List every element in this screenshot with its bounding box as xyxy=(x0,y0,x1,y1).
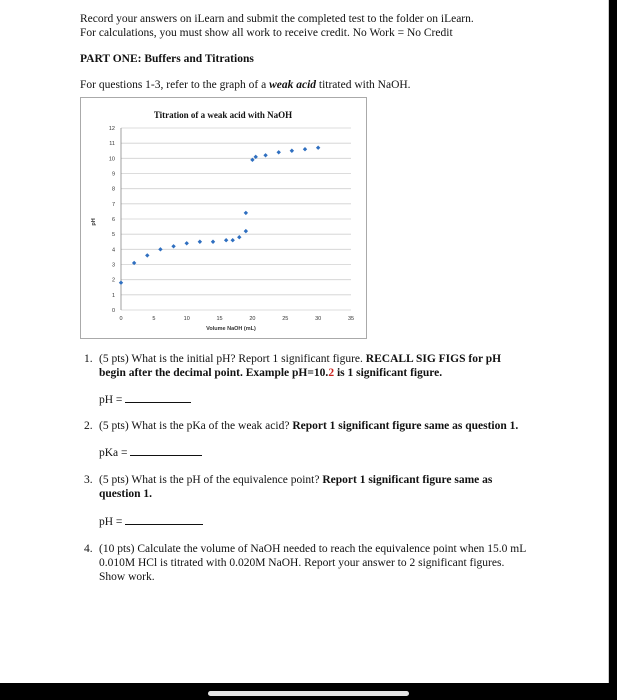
x-tick-label: 35 xyxy=(347,316,355,322)
y-tick-label: 6 xyxy=(111,217,115,223)
data-point-18 xyxy=(303,147,307,151)
data-point-3 xyxy=(158,247,162,251)
question-1-bold: RECALL SIG FIGS for pH xyxy=(365,353,502,365)
question-1-line-2b: is 1 significant figure. xyxy=(334,367,443,379)
question-4-line-1: (10 pts) Calculate the volume of NaOH needed to reach the equivalence point when 15.0 mL xyxy=(99,543,527,555)
y-tick-label: 3 xyxy=(111,262,115,269)
x-tick-label: 15 xyxy=(216,316,223,322)
part-title: PART ONE: Buffers and Titrations xyxy=(80,53,254,65)
question-1-number: 1. xyxy=(84,353,93,365)
question-1-line-2a: begin after the decimal point. Example pH=10. xyxy=(99,367,329,379)
question-1-answer-label: pH = xyxy=(99,394,123,406)
data-point-0 xyxy=(119,281,123,285)
data-point-4 xyxy=(171,244,175,248)
data-point-2 xyxy=(145,253,149,257)
question-3-answer-blank[interactable] xyxy=(125,524,203,525)
data-point-17 xyxy=(290,149,294,153)
instruction-emphasis: weak acid xyxy=(269,79,317,91)
question-4-number: 4. xyxy=(84,543,93,555)
question-3-answer-label: pH = xyxy=(99,516,123,528)
y-tick-label: 11 xyxy=(109,141,115,148)
y-tick-label: 2 xyxy=(111,277,115,284)
header-line-1: Record your answers on iLearn and submit the completed test to the folder on iLearn. xyxy=(80,13,474,25)
instruction-post: titrated with NaOH. xyxy=(316,79,411,91)
question-1-answer-blank[interactable] xyxy=(125,402,191,403)
question-3-bold: Report 1 significant figure same as xyxy=(322,474,493,486)
chart-svg xyxy=(81,98,366,338)
data-point-15 xyxy=(263,153,267,157)
y-tick-label: 9 xyxy=(111,171,115,178)
question-2-number: 2. xyxy=(84,420,93,432)
header-line-2: For calculations, you must show all work to receive credit. No Work = No Credit xyxy=(80,27,453,39)
question-2-line-1 xyxy=(99,419,518,433)
x-tick-label: 30 xyxy=(315,316,322,322)
question-2-bold: Report 1 significant figure same as question 1. xyxy=(292,420,519,432)
chart-y-label: pH xyxy=(91,218,97,226)
question-2-text: (5 pts) What is the pKa of the weak acid? xyxy=(99,420,293,432)
data-point-7 xyxy=(211,240,215,244)
question-4-line-2: 0.010M HCl is titrated with 0.020M NaOH. Report your answer to 2 significant figures. xyxy=(99,557,505,569)
x-tick-label: 20 xyxy=(249,316,256,322)
question-1-red-digit: 2 xyxy=(328,367,335,379)
chart-title: Titration of a weak acid with NaOH xyxy=(153,110,293,120)
data-point-8 xyxy=(224,238,228,242)
home-indicator-bar[interactable] xyxy=(208,691,409,696)
y-tick-label: 7 xyxy=(111,201,115,208)
data-point-10 xyxy=(237,235,241,239)
question-1-answer xyxy=(99,393,191,407)
data-point-19 xyxy=(316,146,320,150)
question-1-text: (5 pts) What is the initial pH? Report 1 significant figure. xyxy=(99,353,366,365)
y-tick-label: 10 xyxy=(108,156,115,163)
data-point-12 xyxy=(244,211,248,215)
instruction-pre: For questions 1-3, refer to the graph of a xyxy=(80,79,270,91)
question-3-line-1 xyxy=(99,473,492,487)
instruction xyxy=(80,78,411,92)
y-tick-label: 12 xyxy=(108,126,115,132)
data-point-9 xyxy=(231,238,235,242)
data-point-6 xyxy=(198,240,202,244)
data-point-5 xyxy=(185,241,189,245)
x-tick-label: 25 xyxy=(282,316,289,322)
y-tick-label: 0 xyxy=(111,308,115,314)
data-point-16 xyxy=(277,150,281,154)
question-2-answer-label: pKa = xyxy=(99,447,128,459)
y-tick-label: 8 xyxy=(111,186,115,193)
x-tick-label: 0 xyxy=(119,316,123,322)
chart-x-label: Volume NaOH (mL) xyxy=(206,326,256,332)
question-1-line-1 xyxy=(99,352,501,366)
y-tick-label: 5 xyxy=(111,232,115,239)
y-tick-label: 1 xyxy=(111,292,115,299)
y-tick-label: 4 xyxy=(111,247,115,254)
question-2-answer xyxy=(99,446,202,460)
x-tick-label: 5 xyxy=(152,316,156,322)
question-2-answer-blank[interactable] xyxy=(130,455,202,456)
question-4-line-3: Show work. xyxy=(99,571,155,583)
question-3-line-2: question 1. xyxy=(99,488,153,500)
data-point-11 xyxy=(244,229,248,233)
question-3-answer xyxy=(99,515,203,529)
titration-chart xyxy=(80,97,367,339)
question-3-number: 3. xyxy=(84,474,93,486)
question-3-text: (5 pts) What is the pH of the equivalence point? xyxy=(99,474,323,486)
question-1-line-2 xyxy=(99,366,442,380)
x-tick-label: 10 xyxy=(183,316,190,322)
